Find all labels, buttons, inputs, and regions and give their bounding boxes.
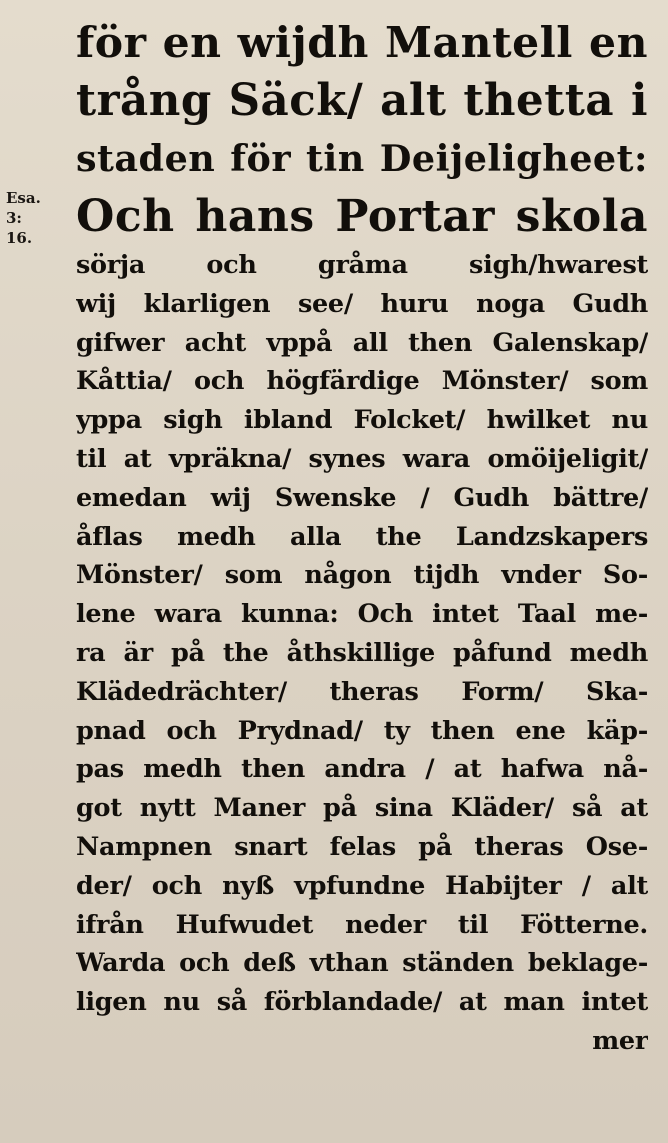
text-line: til at vpräkna/ synes wara omöijeligit/	[76, 443, 648, 474]
text-line: ra är på the åthskillige påfund medh	[76, 637, 648, 668]
margin-note-verse: 16.	[6, 229, 33, 247]
text-line: Warda och deß vthan ständen beklage-	[76, 948, 648, 979]
text-line: wij klarligen see/ huru noga Gudh	[76, 288, 648, 319]
text-line: Och hans Portar skola	[76, 191, 648, 242]
text-line: sörja och gråma sigh/hwarest	[76, 250, 648, 280]
text-line: lene wara kunna: Och intet Taal me-	[76, 599, 648, 630]
main-text	[76, 14, 648, 1061]
text-line: trång Säck/ alt thetta i	[76, 75, 648, 126]
text-line: emedan wij Swenske / Gudh bättre/	[76, 482, 648, 513]
text-line: ifrån Hufwudet neder til Fötterne.	[76, 909, 648, 940]
text-line: der/ och nyß vpfundne Habijter / alt	[76, 870, 648, 901]
text-line: Kåttia/ och högfärdige Mönster/ som	[76, 366, 648, 397]
catchword: mer	[592, 1025, 648, 1056]
text-line: pas medh then andra / at hafwa nå-	[76, 754, 648, 785]
text-line: Nampnen snart felas på theras Ose-	[76, 831, 648, 862]
text-line: Klädedrächter/ theras Form/ Ska-	[76, 676, 648, 707]
text-line: Mönster/ som någon tijdh vnder So-	[76, 560, 648, 591]
text-line: för en wijdh Mantell en	[76, 18, 648, 68]
margin-note-reference: Esa. 3:	[6, 189, 41, 227]
text-line: got nytt Maner på sina Kläder/ så at	[76, 793, 648, 824]
text-line: ligen nu så förblandade/ at man intet	[76, 987, 648, 1018]
text-line: pnad och Prydnad/ ty then ene käp-	[76, 715, 648, 746]
text-line: åflas medh alla the Landzskapers	[76, 521, 648, 552]
margin-note	[6, 188, 52, 248]
text-line: gifwer acht vppå all then Galenskap/	[76, 327, 648, 358]
text-line: staden för tin Deijeligheet:	[76, 137, 648, 180]
text-line: yppa sigh ibland Folcket/ hwilket nu	[76, 405, 648, 436]
